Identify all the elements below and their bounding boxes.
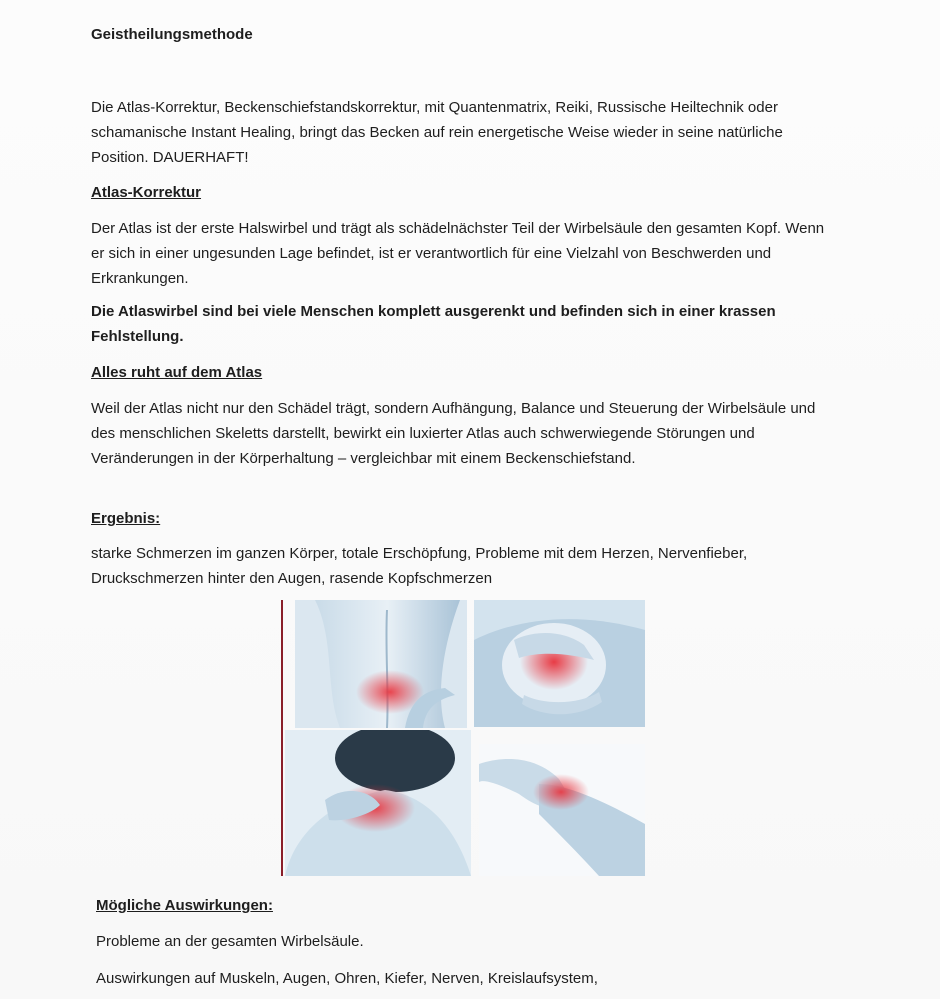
heading-atlas-korrektur: Atlas-Korrektur — [91, 184, 202, 201]
knee-pain-photo — [474, 600, 645, 727]
heading-alles-ruht: Alles ruht auf dem Atlas — [91, 364, 263, 381]
auswirkungen-paragraph-1: Probleme an der gesamten Wirbelsäule. — [96, 933, 364, 950]
back-pain-photo — [295, 600, 467, 728]
intro-paragraph: Die Atlas-Korrektur, Beckenschiefstandskorrektur, mit Quantenmatrix, Reiki, Russische Heiltechnik oder schamanische Instant Healing, bringt das Becken auf rein energetische Weise wieder in seine natürliche Position. DAUERHAFT! — [91, 99, 783, 166]
emphasis-paragraph: Die Atlaswirbel sind bei viele Menschen komplett ausgerenkt und befinden sich in einer krassen Fehlstellung. — [91, 303, 776, 345]
neck-pain-photo — [285, 730, 471, 876]
collage-divider — [281, 600, 283, 876]
alles-ruht-paragraph: Weil der Atlas nicht nur den Schädel trägt, sondern Aufhängung, Balance und Steuerung der Wirbelsäule und des menschlichen Skeletts darstellt, bewirkt ein luxierter Atlas auch schwerwiegende Störungen und Veränderungen in der Körperhaltung – vergleichbar mit einem Beckenschiefstand. — [91, 400, 816, 467]
atlas-korrektur-paragraph: Der Atlas ist der erste Halswirbel und trägt als schädelnächster Teil der Wirbelsäule den gesamten Kopf. Wenn er sich in einer ungesunden Lage befindet, ist er verantwortlich für eine Vielzahl von Beschwerden und Erkrankungen. — [91, 220, 825, 287]
ergebnis-paragraph: starke Schmerzen im ganzen Körper, totale Erschöpfung, Probleme mit dem Herzen, Nervenfieber, Druckschmerzen hinter den Augen, rasende Kopfschmerzen — [91, 545, 748, 587]
pain-photo-collage — [281, 600, 645, 876]
heading-ergebnis: Ergebnis: — [91, 510, 161, 527]
wrist-pain-photo — [479, 744, 645, 876]
heading-moegliche-auswirkungen: Mögliche Auswirkungen: — [96, 897, 273, 914]
document-title: Geistheilungsmethode — [91, 26, 253, 43]
auswirkungen-paragraph-2: Auswirkungen auf Muskeln, Augen, Ohren, Kiefer, Nerven, Kreislaufsystem, — [96, 970, 598, 987]
